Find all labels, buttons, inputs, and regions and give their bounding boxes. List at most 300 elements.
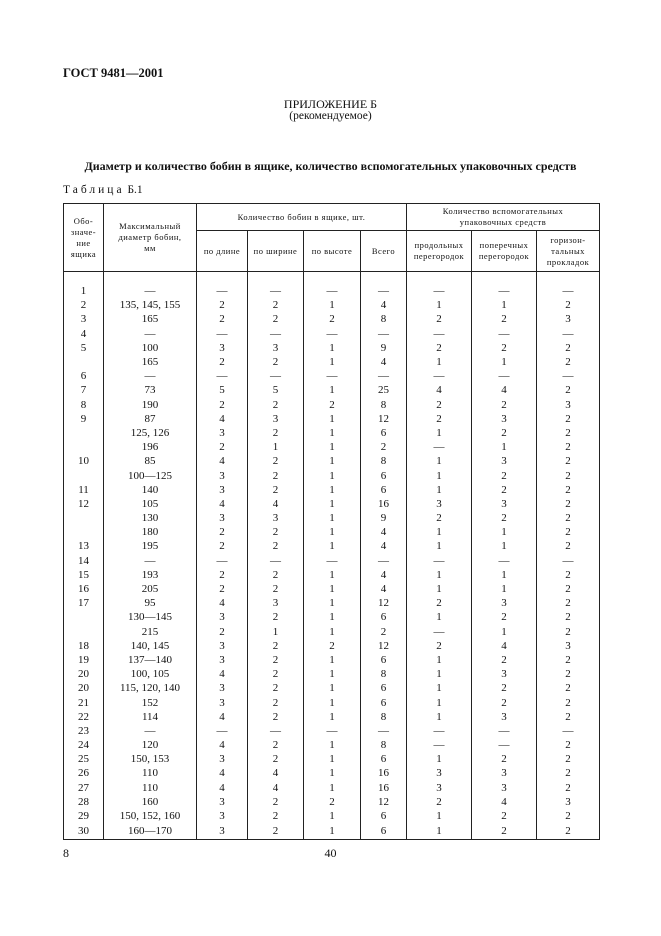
cell-by-height: 1 <box>304 355 361 369</box>
cell-by-length: 4 <box>197 738 248 752</box>
header-by-length: по длине <box>197 231 248 272</box>
cell-horizontal: 3 <box>537 398 600 412</box>
cell-longitudinal: 1 <box>407 468 472 482</box>
cell-by-width: 5 <box>248 383 304 397</box>
table-row <box>64 724 600 738</box>
header-bobbins-group: Количество бобин в ящике, шт. <box>197 204 407 231</box>
table-row <box>64 426 600 440</box>
cell-designation: 25 <box>64 752 104 766</box>
table-row <box>64 738 600 752</box>
cell-by-length: 2 <box>197 625 248 639</box>
cell-designation: 5 <box>64 341 104 355</box>
cell-by-width: 2 <box>248 483 304 497</box>
cell-by-length: 2 <box>197 440 248 454</box>
cell-horizontal: 2 <box>537 525 600 539</box>
cell-by-length: 2 <box>197 568 248 582</box>
cell-by-height: 1 <box>304 781 361 795</box>
cell-transverse: 2 <box>472 483 537 497</box>
cell-by-height: 1 <box>304 625 361 639</box>
table-row <box>64 539 600 553</box>
cell-by-height: 1 <box>304 341 361 355</box>
cell-longitudinal: 2 <box>407 795 472 809</box>
cell-transverse: 2 <box>472 653 537 667</box>
cell-max-diameter: — <box>104 327 197 341</box>
cell-designation: 7 <box>64 383 104 397</box>
cell-by-width: 2 <box>248 823 304 840</box>
cell-longitudinal: 1 <box>407 809 472 823</box>
cell-max-diameter: 196 <box>104 440 197 454</box>
cell-designation: 9 <box>64 412 104 426</box>
cell-by-width: 2 <box>248 738 304 752</box>
cell-designation: 13 <box>64 539 104 553</box>
header-by-width: по ширине <box>248 231 304 272</box>
cell-by-height: — <box>304 284 361 298</box>
cell-by-length: 3 <box>197 468 248 482</box>
cell-by-length: 4 <box>197 497 248 511</box>
table-row <box>64 440 600 454</box>
cell-longitudinal: 1 <box>407 710 472 724</box>
cell-by-length: 4 <box>197 710 248 724</box>
cell-by-height: 2 <box>304 312 361 326</box>
table-row <box>64 653 600 667</box>
cell-by-width: 2 <box>248 667 304 681</box>
cell-by-width: 2 <box>248 426 304 440</box>
cell-by-height: 1 <box>304 497 361 511</box>
table-row <box>64 298 600 312</box>
cell-longitudinal: 2 <box>407 341 472 355</box>
cell-by-width: 2 <box>248 752 304 766</box>
cell-longitudinal: 1 <box>407 568 472 582</box>
cell-designation: 30 <box>64 823 104 840</box>
table-row <box>64 809 600 823</box>
cell-by-width: 3 <box>248 596 304 610</box>
cell-by-height: 1 <box>304 582 361 596</box>
table-row <box>64 383 600 397</box>
cell-total: 8 <box>361 398 407 412</box>
cell-horizontal: 2 <box>537 667 600 681</box>
cell-total: 16 <box>361 781 407 795</box>
cell-designation: 20 <box>64 667 104 681</box>
cell-by-height: 1 <box>304 653 361 667</box>
cell-by-length: 4 <box>197 412 248 426</box>
header-transverse: поперечных перегородок <box>472 231 537 272</box>
cell-by-width: 4 <box>248 781 304 795</box>
cell-horizontal: 2 <box>537 568 600 582</box>
cell-by-length: 3 <box>197 610 248 624</box>
header-aux-group: Количество вспомогательных упаковочных средств <box>407 204 600 231</box>
cell-total: 6 <box>361 809 407 823</box>
cell-by-length: 4 <box>197 781 248 795</box>
cell-max-diameter: 137—140 <box>104 653 197 667</box>
cell-total: 6 <box>361 426 407 440</box>
cell-horizontal: 2 <box>537 341 600 355</box>
cell-longitudinal: — <box>407 724 472 738</box>
cell-longitudinal: 2 <box>407 412 472 426</box>
cell-total: 4 <box>361 582 407 596</box>
cell-longitudinal: 2 <box>407 312 472 326</box>
cell-by-height: 2 <box>304 398 361 412</box>
cell-horizontal: 2 <box>537 681 600 695</box>
table-spacer-row <box>64 272 600 285</box>
table-row <box>64 341 600 355</box>
cell-total: 9 <box>361 341 407 355</box>
header-max-diameter: Максимальный диаметр бобин, мм <box>104 204 197 272</box>
cell-by-length: 2 <box>197 582 248 596</box>
cell-designation: 21 <box>64 695 104 709</box>
cell-max-diameter: 125, 126 <box>104 426 197 440</box>
cell-horizontal: 2 <box>537 298 600 312</box>
table-row <box>64 568 600 582</box>
cell-designation: 14 <box>64 554 104 568</box>
cell-max-diameter: 140 <box>104 483 197 497</box>
cell-by-width: 3 <box>248 412 304 426</box>
table-row <box>64 639 600 653</box>
cell-max-diameter: 190 <box>104 398 197 412</box>
standard-title: ГОСТ 9481—2001 <box>63 66 164 80</box>
cell-transverse: 1 <box>472 568 537 582</box>
cell-total: 12 <box>361 639 407 653</box>
cell-horizontal: — <box>537 327 600 341</box>
cell-by-width: 4 <box>248 497 304 511</box>
cell-longitudinal: — <box>407 738 472 752</box>
cell-max-diameter: 205 <box>104 582 197 596</box>
cell-total: 4 <box>361 568 407 582</box>
cell-horizontal: 2 <box>537 752 600 766</box>
cell-max-diameter: 100 <box>104 341 197 355</box>
cell-total: 6 <box>361 483 407 497</box>
cell-by-length: 3 <box>197 341 248 355</box>
cell-max-diameter: 105 <box>104 497 197 511</box>
cell-designation: 4 <box>64 327 104 341</box>
cell-max-diameter: 160—170 <box>104 823 197 840</box>
cell-horizontal: 2 <box>537 511 600 525</box>
cell-by-length: 3 <box>197 681 248 695</box>
cell-total: 4 <box>361 355 407 369</box>
cell-by-height: 1 <box>304 695 361 709</box>
cell-designation: 6 <box>64 369 104 383</box>
cell-total: — <box>361 327 407 341</box>
cell-by-width: 1 <box>248 440 304 454</box>
cell-by-width: 2 <box>248 298 304 312</box>
cell-longitudinal: 1 <box>407 681 472 695</box>
cell-designation: 26 <box>64 766 104 780</box>
cell-transverse: 2 <box>472 468 537 482</box>
cell-horizontal: 3 <box>537 795 600 809</box>
cell-total: 16 <box>361 497 407 511</box>
document-heading: Диаметр и количество бобин в ящике, количество вспомогательных упаковочных средств <box>84 159 577 173</box>
cell-designation <box>64 426 104 440</box>
table-row <box>64 681 600 695</box>
cell-horizontal: — <box>537 554 600 568</box>
header-total: Всего <box>361 231 407 272</box>
cell-by-height: 1 <box>304 539 361 553</box>
table-row <box>64 511 600 525</box>
cell-transverse: 1 <box>472 355 537 369</box>
cell-by-width: 2 <box>248 568 304 582</box>
cell-designation <box>64 440 104 454</box>
cell-designation: 20 <box>64 681 104 695</box>
cell-total: 4 <box>361 525 407 539</box>
cell-total: 6 <box>361 695 407 709</box>
cell-by-height: 1 <box>304 426 361 440</box>
cell-max-diameter: 110 <box>104 781 197 795</box>
cell-by-height: 1 <box>304 809 361 823</box>
cell-designation <box>64 610 104 624</box>
cell-by-length: 2 <box>197 525 248 539</box>
cell-by-height: 1 <box>304 568 361 582</box>
cell-transverse: 4 <box>472 383 537 397</box>
cell-transverse: 3 <box>472 412 537 426</box>
cell-max-diameter: — <box>104 284 197 298</box>
cell-longitudinal: — <box>407 554 472 568</box>
table-caption <box>63 184 143 196</box>
cell-max-diameter: 100, 105 <box>104 667 197 681</box>
table-row <box>64 483 600 497</box>
cell-by-height: 1 <box>304 483 361 497</box>
cell-total: 12 <box>361 596 407 610</box>
header-horizontal: горизон- тальных прокладок <box>537 231 600 272</box>
cell-designation: 28 <box>64 795 104 809</box>
cell-horizontal: 2 <box>537 610 600 624</box>
cell-by-length: 5 <box>197 383 248 397</box>
cell-total: 12 <box>361 412 407 426</box>
cell-designation: 2 <box>64 298 104 312</box>
cell-by-height: 1 <box>304 412 361 426</box>
cell-designation <box>64 355 104 369</box>
cell-longitudinal: 2 <box>407 639 472 653</box>
cell-max-diameter: 73 <box>104 383 197 397</box>
cell-max-diameter: 150, 153 <box>104 752 197 766</box>
cell-longitudinal: 1 <box>407 454 472 468</box>
table-row <box>64 355 600 369</box>
cell-horizontal: 2 <box>537 582 600 596</box>
cell-horizontal: 2 <box>537 596 600 610</box>
cell-max-diameter: 152 <box>104 695 197 709</box>
cell-by-width: — <box>248 369 304 383</box>
cell-horizontal: 2 <box>537 738 600 752</box>
cell-by-width: 2 <box>248 653 304 667</box>
cell-by-width: — <box>248 554 304 568</box>
cell-horizontal: 2 <box>537 766 600 780</box>
cell-by-length: 3 <box>197 823 248 840</box>
cell-total: 6 <box>361 681 407 695</box>
table-row <box>64 369 600 383</box>
cell-designation: 15 <box>64 568 104 582</box>
cell-longitudinal: 1 <box>407 298 472 312</box>
cell-horizontal: 2 <box>537 412 600 426</box>
cell-total: — <box>361 554 407 568</box>
cell-designation: 23 <box>64 724 104 738</box>
cell-by-width: 2 <box>248 795 304 809</box>
cell-by-length: 2 <box>197 355 248 369</box>
cell-transverse: 3 <box>472 454 537 468</box>
cell-horizontal: 2 <box>537 426 600 440</box>
table-row <box>64 468 600 482</box>
header-by-height: по высоте <box>304 231 361 272</box>
table-row <box>64 582 600 596</box>
cell-by-height: 1 <box>304 766 361 780</box>
table-row <box>64 667 600 681</box>
cell-max-diameter: 85 <box>104 454 197 468</box>
cell-designation <box>64 511 104 525</box>
cell-total: 6 <box>361 653 407 667</box>
cell-by-length: 4 <box>197 454 248 468</box>
cell-total: 6 <box>361 468 407 482</box>
table-row <box>64 554 600 568</box>
cell-transverse: 4 <box>472 639 537 653</box>
cell-by-width: 3 <box>248 341 304 355</box>
cell-by-width: 2 <box>248 398 304 412</box>
table-row <box>64 525 600 539</box>
cell-by-length: — <box>197 724 248 738</box>
cell-by-length: 3 <box>197 795 248 809</box>
cell-longitudinal: — <box>407 369 472 383</box>
cell-transverse: 2 <box>472 511 537 525</box>
cell-transverse: 2 <box>472 312 537 326</box>
cell-max-diameter: 95 <box>104 596 197 610</box>
cell-by-width: 2 <box>248 610 304 624</box>
cell-total: 2 <box>361 625 407 639</box>
cell-by-height: 1 <box>304 440 361 454</box>
cell-total: 12 <box>361 795 407 809</box>
cell-longitudinal: 1 <box>407 483 472 497</box>
cell-by-width: 2 <box>248 312 304 326</box>
cell-by-width: 2 <box>248 355 304 369</box>
cell-transverse: 2 <box>472 610 537 624</box>
cell-longitudinal: 1 <box>407 426 472 440</box>
cell-transverse: 1 <box>472 440 537 454</box>
cell-max-diameter: 150, 152, 160 <box>104 809 197 823</box>
cell-by-height: 1 <box>304 454 361 468</box>
cell-by-length: 3 <box>197 653 248 667</box>
table-row <box>64 497 600 511</box>
cell-max-diameter: 115, 120, 140 <box>104 681 197 695</box>
cell-by-width: 2 <box>248 539 304 553</box>
cell-designation: 24 <box>64 738 104 752</box>
cell-designation: 16 <box>64 582 104 596</box>
cell-horizontal: 2 <box>537 483 600 497</box>
cell-total: 6 <box>361 823 407 840</box>
cell-horizontal: — <box>537 284 600 298</box>
cell-max-diameter: 100—125 <box>104 468 197 482</box>
header-designation: Обо- значе- ние ящика <box>64 204 104 272</box>
cell-longitudinal: 3 <box>407 766 472 780</box>
cell-horizontal: 2 <box>537 383 600 397</box>
table-row <box>64 312 600 326</box>
cell-by-height: 1 <box>304 610 361 624</box>
cell-max-diameter: 180 <box>104 525 197 539</box>
cell-total: 4 <box>361 539 407 553</box>
cell-by-height: 2 <box>304 795 361 809</box>
cell-horizontal: 2 <box>537 497 600 511</box>
cell-by-height: 2 <box>304 639 361 653</box>
cell-longitudinal: 1 <box>407 695 472 709</box>
cell-by-width: 3 <box>248 511 304 525</box>
cell-designation: 22 <box>64 710 104 724</box>
cell-transverse: — <box>472 724 537 738</box>
table-row <box>64 795 600 809</box>
cell-longitudinal: — <box>407 440 472 454</box>
cell-max-diameter: 140, 145 <box>104 639 197 653</box>
cell-max-diameter: 87 <box>104 412 197 426</box>
page-number-center: 40 <box>324 846 337 860</box>
cell-longitudinal: 4 <box>407 383 472 397</box>
cell-horizontal: 2 <box>537 625 600 639</box>
cell-designation: 10 <box>64 454 104 468</box>
cell-transverse: 1 <box>472 298 537 312</box>
cell-total: 8 <box>361 667 407 681</box>
cell-transverse: 2 <box>472 398 537 412</box>
appendix-title: ПРИЛОЖЕНИЕ Б <box>283 97 378 111</box>
cell-designation <box>64 525 104 539</box>
cell-transverse: 3 <box>472 667 537 681</box>
cell-designation: 19 <box>64 653 104 667</box>
cell-longitudinal: 2 <box>407 511 472 525</box>
cell-max-diameter: 215 <box>104 625 197 639</box>
cell-by-height: 1 <box>304 596 361 610</box>
cell-by-height: — <box>304 369 361 383</box>
cell-total: 25 <box>361 383 407 397</box>
bobbin-table <box>63 203 600 840</box>
cell-designation: 18 <box>64 639 104 653</box>
table-row <box>64 823 600 840</box>
cell-designation <box>64 625 104 639</box>
cell-by-height: 1 <box>304 738 361 752</box>
cell-max-diameter: 195 <box>104 539 197 553</box>
cell-total: 8 <box>361 710 407 724</box>
cell-horizontal: 3 <box>537 639 600 653</box>
cell-designation: 27 <box>64 781 104 795</box>
cell-by-height: 1 <box>304 823 361 840</box>
cell-by-width: 2 <box>248 681 304 695</box>
cell-longitudinal: — <box>407 625 472 639</box>
cell-by-height: 1 <box>304 525 361 539</box>
cell-total: — <box>361 724 407 738</box>
cell-transverse: 2 <box>472 809 537 823</box>
cell-longitudinal: 1 <box>407 752 472 766</box>
cell-by-width: 2 <box>248 582 304 596</box>
cell-by-width: 2 <box>248 468 304 482</box>
cell-longitudinal: 1 <box>407 525 472 539</box>
cell-max-diameter: 135, 145, 155 <box>104 298 197 312</box>
cell-longitudinal: — <box>407 327 472 341</box>
cell-max-diameter: — <box>104 724 197 738</box>
cell-transverse: 3 <box>472 710 537 724</box>
cell-by-length: 3 <box>197 511 248 525</box>
table-caption-number: Б.1 <box>127 184 143 196</box>
cell-by-height: — <box>304 327 361 341</box>
cell-horizontal: 2 <box>537 539 600 553</box>
cell-max-diameter: 165 <box>104 312 197 326</box>
cell-by-length: 3 <box>197 639 248 653</box>
appendix-subtitle: (рекомендуемое) <box>289 110 372 122</box>
cell-max-diameter: — <box>104 369 197 383</box>
cell-longitudinal: 2 <box>407 596 472 610</box>
cell-by-width: 2 <box>248 695 304 709</box>
cell-transverse: 3 <box>472 781 537 795</box>
cell-by-width: 2 <box>248 525 304 539</box>
cell-longitudinal: 1 <box>407 355 472 369</box>
cell-transverse: 1 <box>472 582 537 596</box>
cell-horizontal: 2 <box>537 355 600 369</box>
cell-by-width: 2 <box>248 639 304 653</box>
cell-transverse: 3 <box>472 497 537 511</box>
cell-by-height: 1 <box>304 681 361 695</box>
cell-by-height: 1 <box>304 667 361 681</box>
cell-by-height: 1 <box>304 511 361 525</box>
cell-horizontal: 3 <box>537 312 600 326</box>
cell-max-diameter: 160 <box>104 795 197 809</box>
